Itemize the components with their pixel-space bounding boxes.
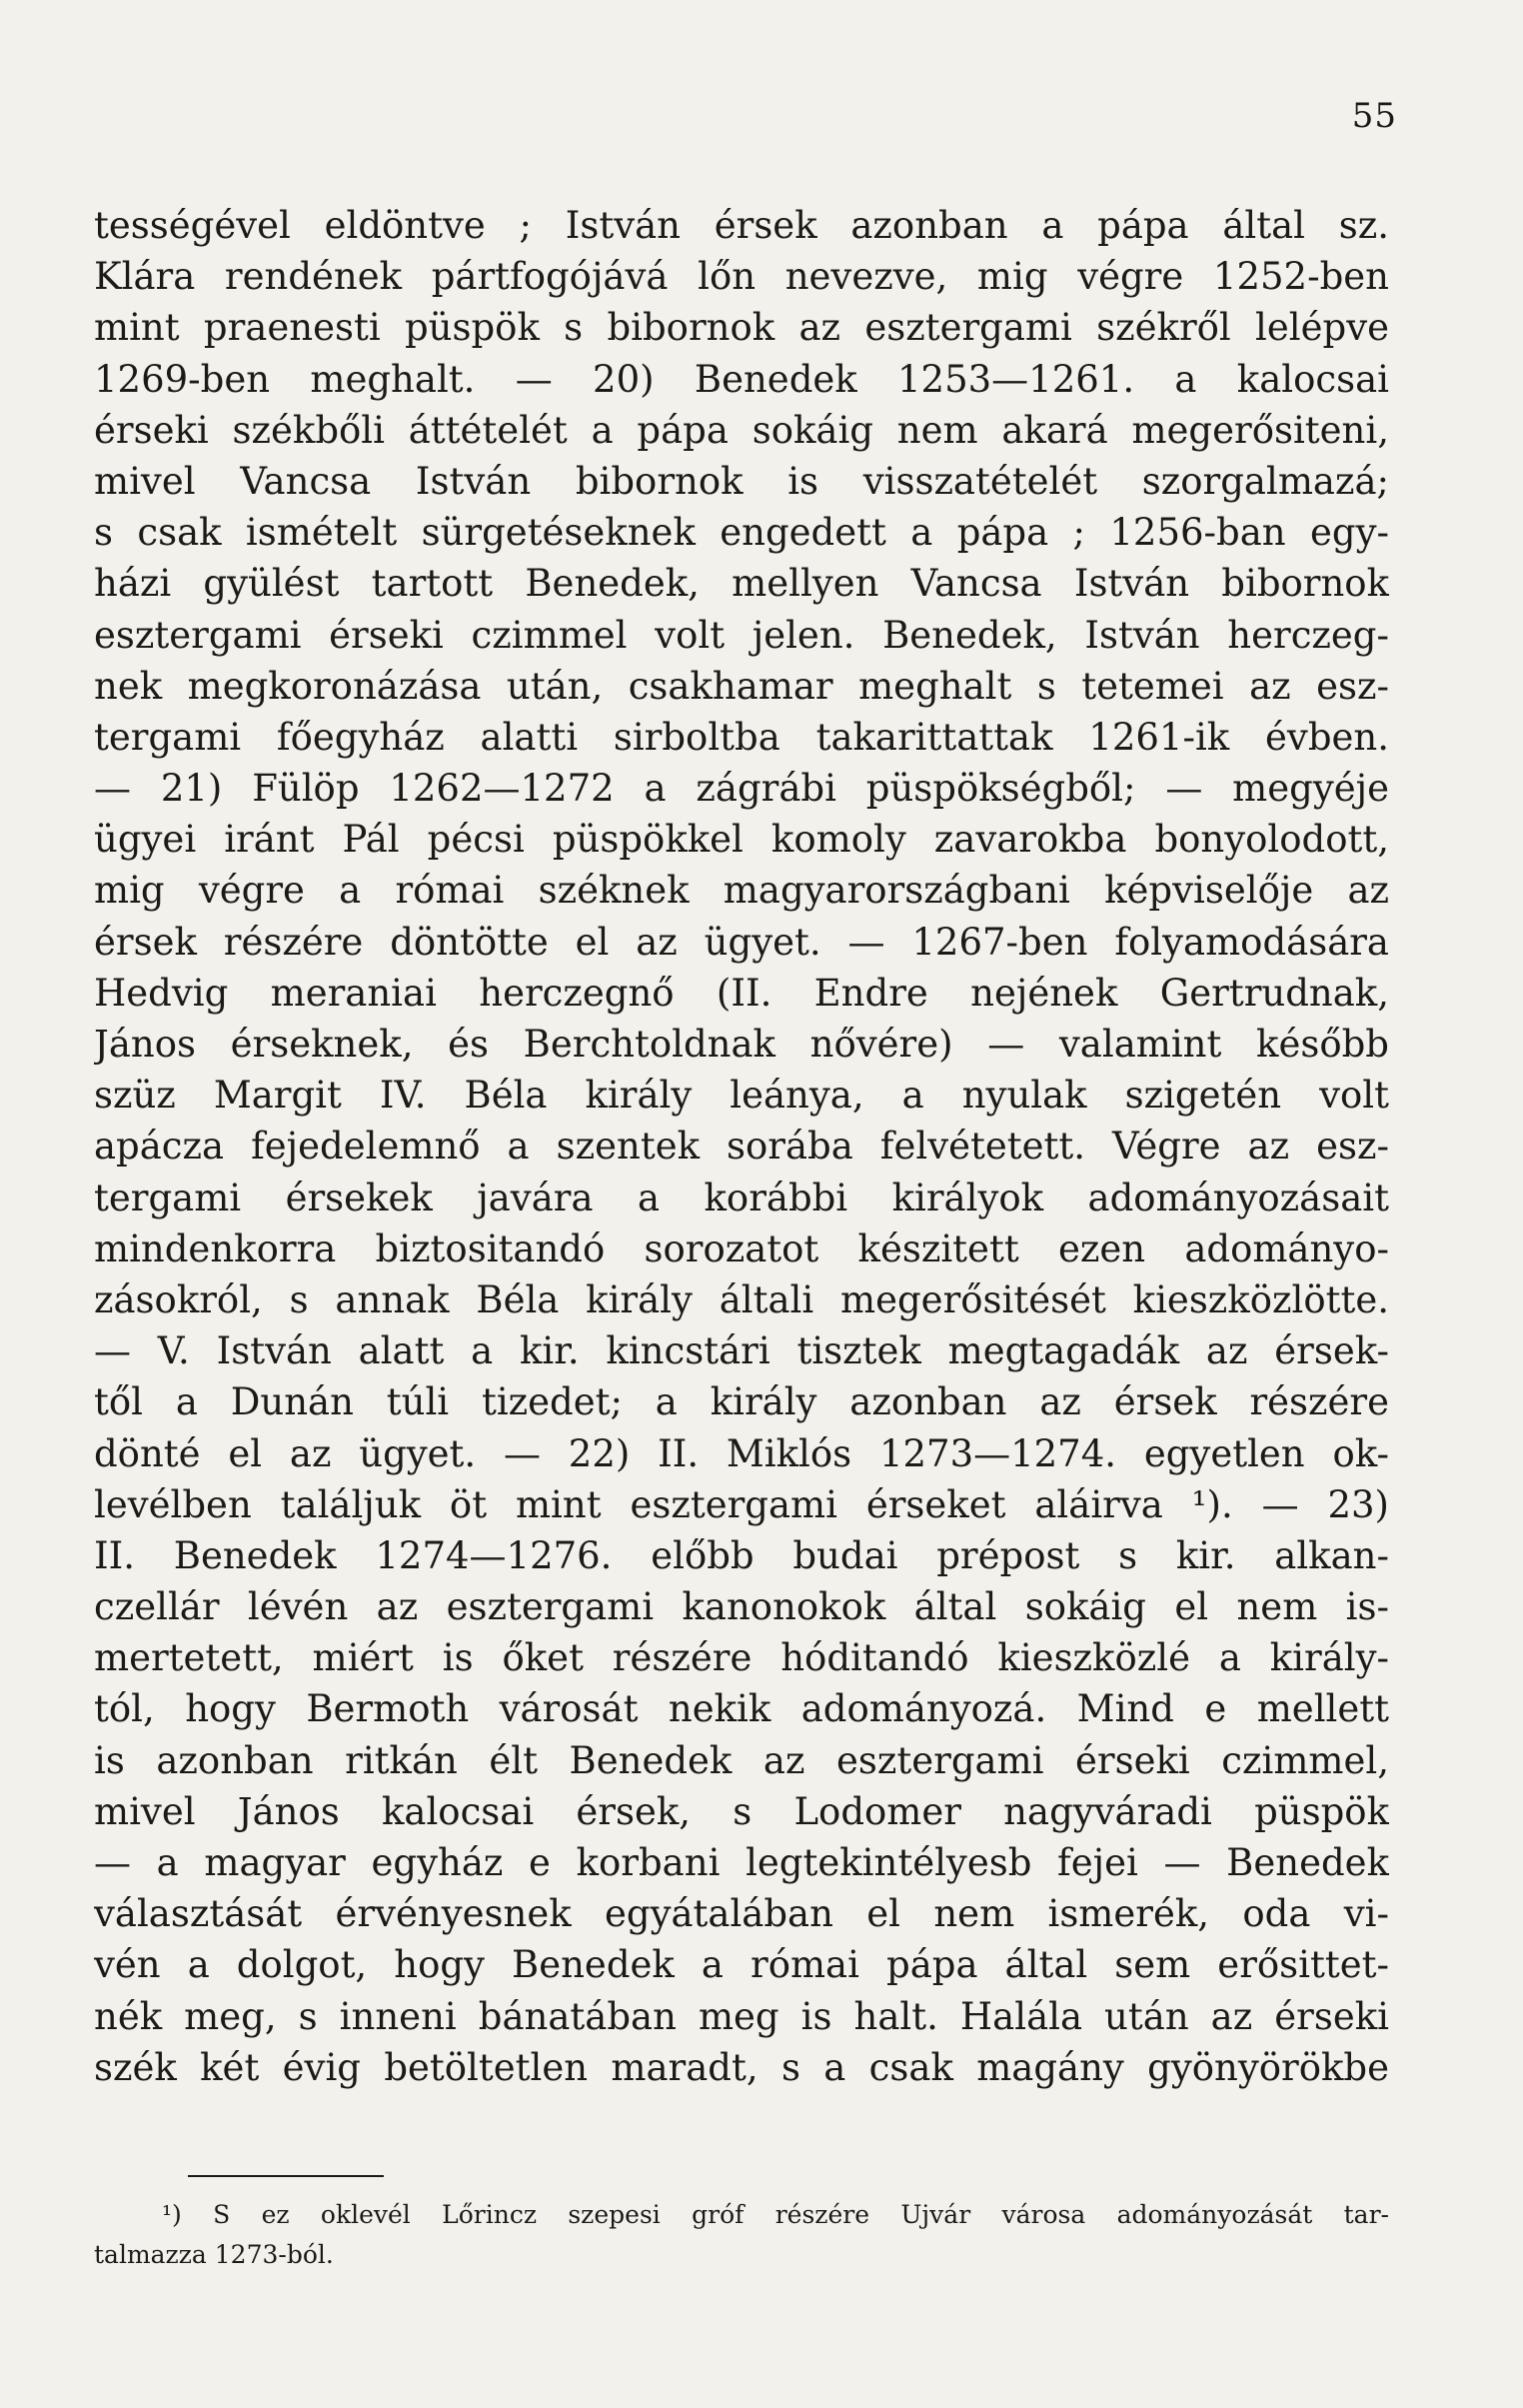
- text-line: érsek részére döntötte el az ügyet. — 1267-ben folyamodására: [94, 920, 1389, 964]
- footnote: [94, 2195, 1389, 2275]
- text-line: tergami főegyház alatti sirboltba takarittattak 1261-ik évben.: [94, 715, 1389, 759]
- text-line: — a magyar egyház e korbani legtekintélyesb fejei — Benedek: [94, 1841, 1389, 1884]
- text-line: Klára rendének pártfogójává lőn nevezve, mig végre 1252-ben: [94, 255, 1389, 299]
- footnote-line: talmazza 1273-ból.: [94, 2240, 334, 2269]
- text-line: szüz Margit IV. Béla király leánya, a nyulak szigetén volt: [94, 1074, 1389, 1118]
- text-line: mivel János kalocsai érsek, s Lodomer nagyváradi püspök: [94, 1789, 1389, 1833]
- text-line: mig végre a római széknek magyarországbani képviselője az: [94, 869, 1389, 913]
- text-line: vén a dolgot, hogy Benedek a római pápa által sem erősittet-: [94, 1943, 1389, 1987]
- text-line: tergami érsekek javára a korábbi királyok adományozásait: [94, 1176, 1389, 1219]
- text-line: mint praenesti püspök s bibornok az esztergami székről lelépve: [94, 306, 1389, 350]
- text-line: házi gyülést tartott Benedek, mellyen Vancsa István bibornok: [94, 562, 1389, 606]
- text-line: 1269-ben meghalt. — 20) Benedek 1253—1261. a kalocsai: [94, 357, 1389, 401]
- text-line: zásokról, s annak Béla király általi megerősitését kieszközlötte.: [94, 1277, 1389, 1321]
- text-line: től a Dunán túli tizedet; a király azonban az érsek részére: [94, 1380, 1389, 1424]
- text-line: apácza fejedelemnő a szentek sorába felvétetett. Végre az esz-: [94, 1125, 1389, 1169]
- text-line: érseki székbőli áttételét a pápa sokáig nem akará megerősiteni,: [94, 408, 1389, 452]
- text-line: dönté el az ügyet. — 22) II. Miklós 1273—1274. egyetlen ok-: [94, 1431, 1389, 1475]
- text-line: s csak ismételt sürgetéseknek engedett a pápa ; 1256-ban egy-: [94, 511, 1389, 555]
- text-line: mindenkorra biztositandó sorozatot készitett ezen adományo-: [94, 1226, 1389, 1270]
- text-line: mertetett, miért is őket részére hóditandó kieszközlé a király-: [94, 1636, 1389, 1680]
- text-line: esztergami érseki czimmel volt jelen. Benedek, István herczeg-: [94, 613, 1389, 657]
- text-line: mivel Vancsa István bibornok is visszatételét szorgalmazá;: [94, 459, 1389, 503]
- body-text: [94, 200, 1389, 2093]
- text-line: czellár lévén az esztergami kanonokok által sokáig el nem is-: [94, 1585, 1389, 1629]
- text-line: — 21) Fülöp 1262—1272 a zágrábi püspökségből; — megyéje: [94, 767, 1389, 811]
- text-line: ügyei iránt Pál pécsi püspökkel komoly zavarokba bonyolodott,: [94, 818, 1389, 862]
- text-line: nék meg, s inneni bánatában meg is halt. Halála után az érseki: [94, 1994, 1389, 2038]
- page-number: 55: [1351, 96, 1397, 136]
- text-line: — V. István alatt a kir. kincstári tisztek megtagadák az érsek-: [94, 1329, 1389, 1373]
- text-line: Hedvig meraniai herczegnő (II. Endre nejének Gertrudnak,: [94, 971, 1389, 1015]
- text-line: választását érvényesnek egyátalában el nem ismerék, oda vi-: [94, 1892, 1389, 1936]
- text-line: tességével eldöntve ; István érsek azonban a pápa által sz.: [94, 204, 1389, 247]
- text-line: is azonban ritkán élt Benedek az esztergami érseki czimmel,: [94, 1738, 1389, 1782]
- text-line: tól, hogy Bermoth városát nekik adományozá. Mind e mellett: [94, 1687, 1389, 1731]
- text-line: II. Benedek 1274—1276. előbb budai prépost s kir. alkan-: [94, 1533, 1389, 1577]
- footnote-divider: [188, 2175, 384, 2177]
- text-line: levélben találjuk öt mint esztergami érseket aláirva ¹). — 23): [94, 1482, 1389, 1526]
- text-line: szék két évig betöltetlen maradt, s a csak magány gyönyörökbe: [94, 2045, 1389, 2089]
- text-line: János érseknek, és Berchtoldnak nővére) — valamint később: [94, 1023, 1389, 1066]
- text-line: nek megkoronázása után, csakhamar meghalt s tetemei az esz-: [94, 664, 1389, 708]
- footnote-line: ¹) S ez oklevél Lőrincz szepesi gróf részére Ujvár városa adományozását tar-: [162, 2200, 1389, 2229]
